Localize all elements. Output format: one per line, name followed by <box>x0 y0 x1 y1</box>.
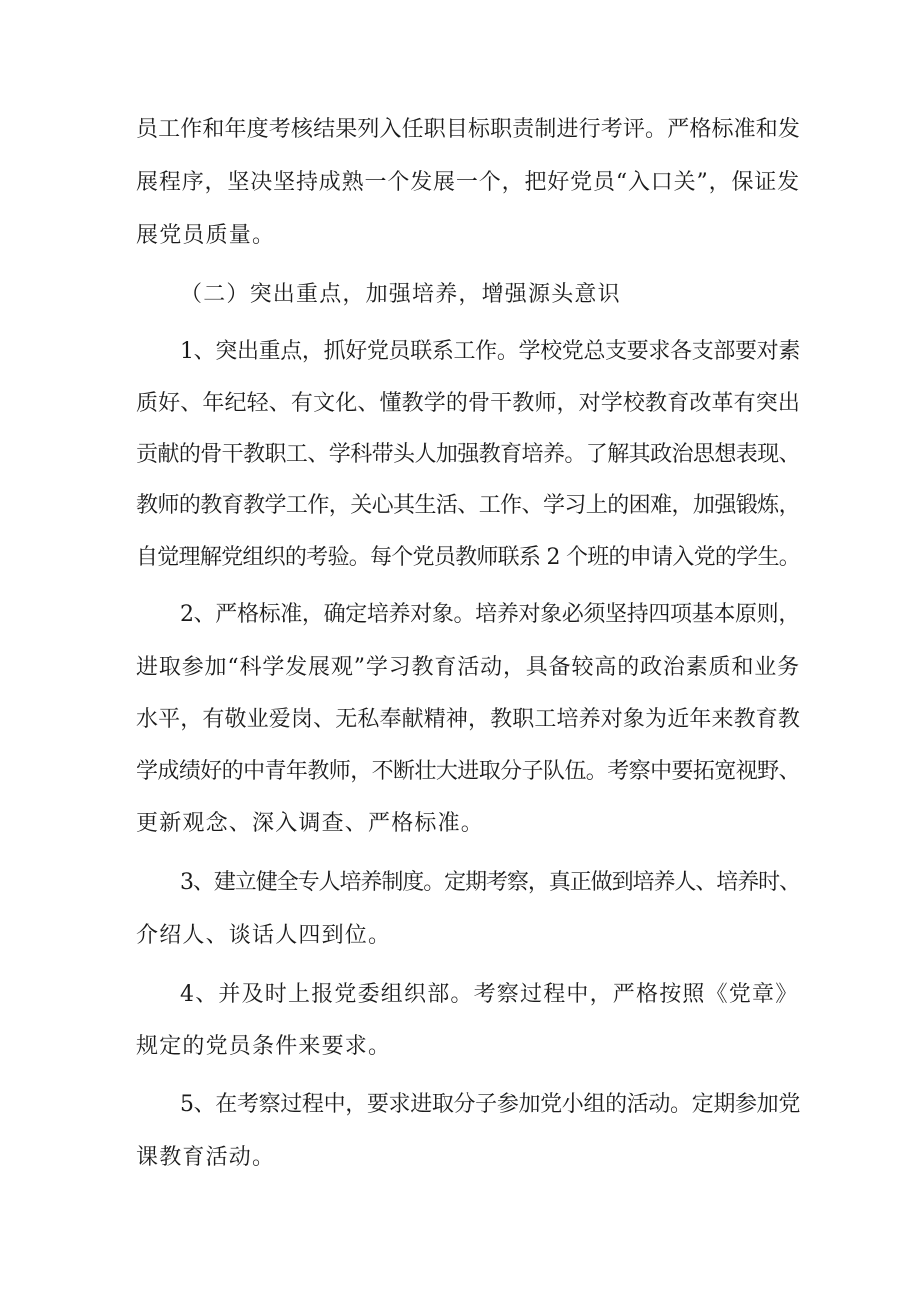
paragraph-line: 4、并及时上报党委组织部。考察过程中，严格按照《党章》 <box>180 982 799 1007</box>
paragraph-line: 贡献的骨干教职工、学科带头人加强教育培养。了解其政治思想表现、 <box>136 442 800 467</box>
section-heading: （二）突出重点，加强培养，增强源头意识 <box>180 282 621 307</box>
paragraph-line: 2、严格标准，确定培养对象。培养对象必须坚持四项基本原则， <box>180 602 800 627</box>
paragraph-line: 1、突出重点，抓好党员联系工作。学校党总支要求各支部要对素 <box>180 339 800 364</box>
paragraph-line: 规定的党员条件来要求。 <box>136 1034 392 1059</box>
paragraph-line: 水平，有敬业爱岗、无私奉献精神，教职工培养对象为近年来教育教 <box>136 707 800 732</box>
paragraph-line: 员工作和年度考核结果列入任职目标职责制进行考评。严格标准和发 <box>136 117 800 142</box>
paragraph-line: 5、在考察过程中，要求进取分子参加党小组的活动。定期参加党 <box>180 1092 800 1117</box>
paragraph-line: 课教育活动。 <box>136 1145 276 1170</box>
paragraph-line: 展程序，坚决坚持成熟一个发展一个，把好党员“入口关”，保证发 <box>136 170 800 195</box>
paragraph-line: 学成绩好的中青年教师，不断壮大进取分子队伍。考察中要拓宽视野、 <box>136 759 800 784</box>
paragraph-line: 自觉理解党组织的考验。每个党员教师联系 2 个班的申请入党的学生。 <box>136 545 800 570</box>
paragraph-line: 介绍人、谈话人四到位。 <box>136 923 392 948</box>
paragraph-line: 展党员质量。 <box>136 223 276 248</box>
paragraph-line: 进取参加“科学发展观”学习教育活动，具备较高的政治素质和业务 <box>136 655 800 680</box>
paragraph-line: 3、建立健全专人培养制度。定期考察，真正做到培养人、培养时、 <box>180 870 800 895</box>
paragraph-line: 教师的教育教学工作，关心其生活、工作、学习上的困难，加强锻炼， <box>136 493 800 518</box>
paragraph-line: 质好、年纪轻、有文化、懂教学的骨干教师，对学校教育改革有突出 <box>136 391 800 416</box>
paragraph-line: 更新观念、深入调查、严格标准。 <box>136 811 485 836</box>
